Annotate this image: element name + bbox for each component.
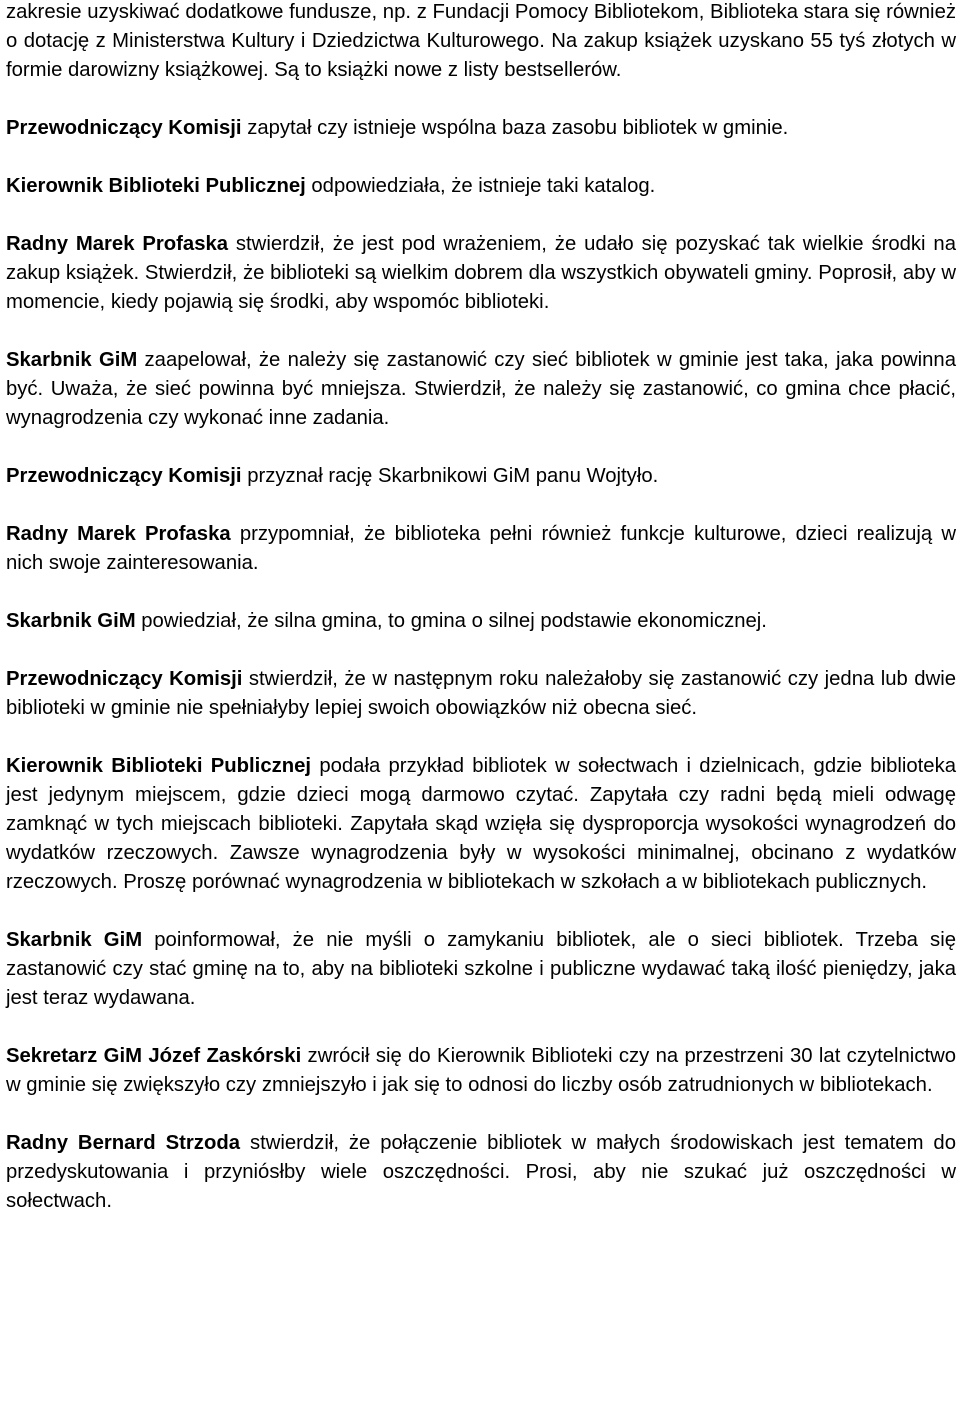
speaker-name: Przewodniczący Komisji (6, 668, 243, 690)
paragraph-4 (6, 230, 956, 317)
paragraph-13 (6, 1129, 956, 1216)
speaker-name: Radny Marek Profaska (6, 523, 231, 545)
paragraph-text: powiedział, że silna gmina, to gmina o silnej podstawie ekonomicznej. (135, 610, 767, 632)
paragraph-text: zwrócił się do Kierownik Biblioteki czy na przestrzeni 30 lat czytelnictwo w gminie się zwiększyło czy zmniejszyło i jak się to odnosi do liczby osób zatrudnionych w bibliotekach. (6, 1045, 957, 1096)
speaker-name: Skarbnik GiM (6, 349, 138, 371)
paragraph-text: zakresie uzyskiwać dodatkowe fundusze, np. z Fundacji Pomocy Bibliotekom, Biblioteka stara się również o dotację z Ministerstwa Kultury i Dziedzictwa Kulturowego. Na zakup książek uzyskano 55 tyś złotych w formie darowizny książkowej. Są to książki nowe z listy bestsellerów. (6, 1, 956, 81)
paragraph-text: zapytał czy istnieje wspólna baza zasobu bibliotek w gminie. (241, 117, 789, 139)
paragraph-text: poinformował, że nie myśli o zamykaniu bibliotek, ale o sieci bibliotek. Trzeba się zastanowić czy stać gminę na to, aby na biblioteki szkolne i publiczne wydawać taką ilość pieniędzy, jaka jest teraz wydawana. (6, 929, 956, 1009)
paragraph-text: stwierdził, że w następnym roku należałoby się zastanowić czy jedna lub dwie biblioteki w gminie nie spełniałyby lepiej swoich obowiązków niż obecna sieć. (6, 668, 957, 719)
speaker-name: Skarbnik GiM (6, 610, 136, 632)
speaker-name: Skarbnik GiM (6, 929, 143, 951)
paragraph-text: przypomniał, że biblioteka pełni również funkcje kulturowe, dzieci realizują w nich swoje zainteresowania. (6, 523, 957, 574)
paragraph-10 (6, 752, 956, 897)
speaker-name: Radny Marek Profaska (6, 233, 229, 255)
speaker-name: Radny Bernard Strzoda (6, 1132, 240, 1154)
speaker-name: Kierownik Biblioteki Publicznej (6, 175, 306, 197)
paragraph-8 (6, 607, 956, 636)
paragraph-12 (6, 1042, 956, 1100)
paragraph-1 (6, 0, 956, 85)
paragraph-text: stwierdził, że połączenie bibliotek w małych środowiskach jest tematem do przedyskutowania i przyniósłby wiele oszczędności. Prosi, aby nie szukać już oszczędności w sołectwach. (6, 1132, 956, 1212)
paragraph-text: podała przykład bibliotek w sołectwach i dzielnicach, gdzie biblioteka jest jedynym miejscem, gdzie dzieci mogą darmowo czytać. Zapytała czy radni będą mieli odwagę zamknąć w tych miejscach biblioteki. Zapytała skąd wzięła się dysproporcja wysokości wynagrodzeń do wydatków rzeczowych. Zawsze wynagrodzenia były w wysokości minimalnej, obcinano z wydatków rzeczowych. Proszę porównać wynagrodzenia w bibliotekach w szkołach a w bibliotekach publicznych. (6, 755, 956, 893)
speaker-name: Przewodniczący Komisji (6, 465, 242, 487)
speaker-name: Przewodniczący Komisji (6, 117, 242, 139)
paragraph-5 (6, 346, 956, 433)
paragraph-2 (6, 114, 956, 143)
speaker-name: Sekretarz GiM Józef Zaskórski (6, 1045, 302, 1067)
paragraph-9 (6, 665, 956, 723)
paragraph-text: przyznał rację Skarbnikowi GiM panu Wojtyło. (241, 465, 659, 487)
paragraph-3 (6, 172, 956, 201)
paragraph-6 (6, 462, 956, 491)
paragraph-11 (6, 926, 956, 1013)
paragraph-text: odpowiedziała, że istnieje taki katalog. (305, 175, 656, 197)
paragraph-text: stwierdził, że jest pod wrażeniem, że udało się pozyskać tak wielkie środki na zakup książek. Stwierdził, że biblioteki są wielkim dobrem dla wszystkich obywateli gminy. Poprosił, aby w momencie, kiedy pojawią się środki, aby wspomóc biblioteki. (6, 233, 956, 313)
paragraph-7 (6, 520, 956, 578)
speaker-name: Kierownik Biblioteki Publicznej (6, 755, 312, 777)
paragraph-text: zaapelował, że należy się zastanowić czy sieć bibliotek w gminie jest taka, jaka powinna być. Uważa, że sieć powinna być mniejsza. Stwierdził, że należy się zastanowić, co gmina chce płacić, wynagrodzenia czy wykonać inne zadania. (6, 349, 956, 429)
document-page (6, 0, 956, 1216)
